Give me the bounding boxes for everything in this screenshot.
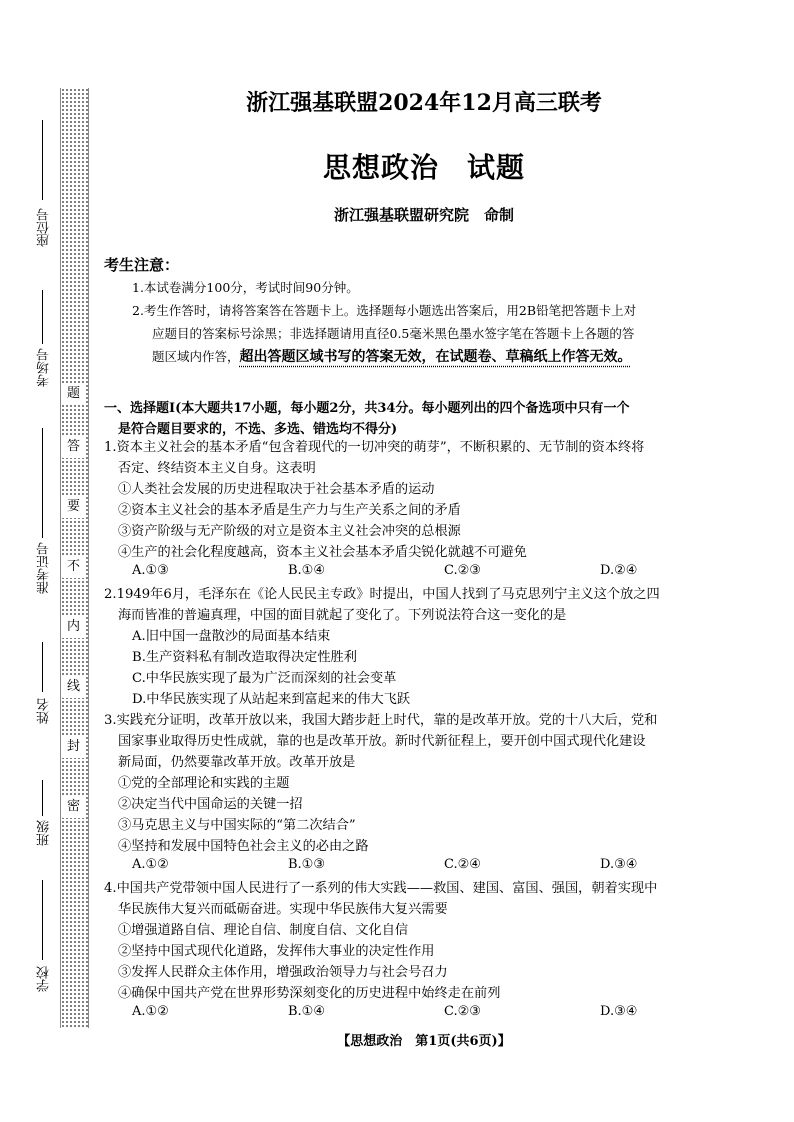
answer-options [132, 1004, 744, 1025]
option[interactable]: A.①③ [132, 563, 169, 578]
subject-title [104, 146, 744, 186]
exam-title: 浙江强基联盟2024年12月高三联考 [246, 90, 602, 116]
option[interactable]: C.②③ [444, 563, 481, 578]
seal-char: 要 [61, 496, 86, 518]
option[interactable]: C.中华民族实现了最为广泛而深刻的社会变革 [132, 671, 397, 686]
notice-item: 2.考生作答时，请将答案答在答题卡上。选择题每小题选出答案后，用2B铅笔把答题卡上对 [132, 303, 637, 318]
option[interactable]: B.生产资料私有制改造取得决定性胜利 [132, 650, 357, 665]
seal-char: 题 [61, 383, 86, 405]
seat-number-field[interactable] [14, 120, 54, 270]
notice-item: 1.本试卷满分100分，考试时间90分钟。 [132, 280, 359, 295]
option[interactable]: C.②③ [444, 1004, 481, 1019]
question-stem: 2.1949年6月，毛泽东在《论人民民主专政》时提出，中国人找到了马克思列宁主义这个放之四 [104, 587, 660, 602]
field-label: 座位号 [37, 208, 52, 247]
section-heading: 一、选择题Ⅰ(本大题共17小题，每小题2分，共34分。每小题列出的四个备选项中只有一个 [104, 401, 630, 416]
question-stem: 否定、终结资本主义自身。这表明 [118, 461, 316, 476]
seal-char: 答 [61, 436, 86, 458]
subject-suffix: 试题 [467, 151, 526, 184]
question-stem: 华民族伟大复兴而砥砺奋进。实现中华民族伟大复兴需要 [118, 902, 448, 917]
notice-heading: 考生注意： [104, 256, 180, 274]
question-item: ②坚持中国式现代化道路，发挥伟大事业的决定性作用 [118, 944, 435, 959]
question-stem: 海而皆准的普遍真理，中国的面目就起了变化了。下列说法符合这一变化的是 [118, 608, 567, 623]
seal-char: 不 [61, 556, 86, 578]
field-label: 考场号 [37, 348, 52, 387]
section-heading: 是符合题目要求的，不选、多选、错选均不得分) [118, 422, 398, 437]
exam-room-field[interactable] [14, 290, 54, 410]
admission-number-field[interactable] [14, 428, 54, 628]
seal-char: 线 [61, 676, 86, 698]
option[interactable]: B.①④ [288, 563, 325, 578]
seal-char: 密 [61, 796, 86, 818]
subject-name: 思想政治 [322, 151, 439, 184]
question-item: ②决定当代中国命运的关键一招 [118, 797, 303, 812]
question-stem: 新局面，仍然要靠改革开放。改革开放是 [118, 755, 356, 770]
question-stem: 3.实践充分证明，改革开放以来，我国大踏步赶上时代，靠的是改革开放。党的十八大后，党和 [104, 713, 658, 728]
binding-margin [0, 0, 92, 1122]
option[interactable]: B.①③ [288, 857, 325, 872]
question-item: ②资本主义社会的基本矛盾是生产力与生产关系之间的矛盾 [118, 503, 461, 518]
field-label: 姓名 [37, 698, 52, 724]
question-stem: 1.资本主义社会的基本矛盾“包含着现代的一切冲突的萌芽”，不断积累的、无节制的资本终将 [104, 440, 645, 455]
option[interactable]: A.旧中国一盘散沙的局面基本结束 [132, 629, 331, 644]
field-label: 准考证号 [37, 542, 52, 594]
question-item: ④确保中国共产党在世界形势深刻变化的历史进程中始终走在前列 [118, 986, 501, 1001]
question-item: ③发挥人民群众主体作用，增强政治领导力与社会号召力 [118, 965, 448, 980]
question-item: ④生产的社会化程度越高，资本主义社会基本矛盾尖锐化就越不可避免 [118, 545, 527, 560]
question-item: ①党的全部理论和实践的主题 [118, 776, 290, 791]
notice-emphasis: 超出答题区域书写的答案无效，在试题卷、草稿纸上作答无效。 [239, 349, 632, 365]
option[interactable]: A.①② [132, 857, 169, 872]
issuer: 浙江强基联盟研究院 命制 [333, 206, 514, 224]
question-stem: 国家事业取得历史性成就，靠的也是改革开放。新时代新征程上，要开创中国式现代化建设 [118, 734, 646, 749]
option[interactable]: D.②④ [600, 563, 638, 578]
question-item: ③资产阶级与无产阶级的对立是资本主义社会冲突的总根源 [118, 524, 461, 539]
seal-char: 封 [61, 736, 86, 758]
school-field[interactable] [14, 880, 54, 1010]
field-label: 学校 [37, 966, 52, 992]
notice-item: 题区域内作答，超出答题区域书写的答案无效，在试题卷、草稿纸上作答无效。 [152, 349, 632, 365]
answer-options [132, 563, 744, 584]
seal-char: 内 [61, 616, 86, 638]
option[interactable]: D.③④ [600, 1004, 638, 1019]
question-item: ③马克思主义与中国实际的“第二次结合” [118, 818, 356, 833]
option[interactable]: D.③④ [600, 857, 638, 872]
option[interactable]: C.②④ [444, 857, 481, 872]
option[interactable]: A.①② [132, 1004, 169, 1019]
class-field[interactable] [14, 780, 54, 880]
question-item: ④坚持和发展中国特色社会主义的必由之路 [118, 839, 369, 854]
name-field[interactable] [14, 642, 54, 762]
answer-options [132, 857, 744, 878]
option[interactable]: D.中华民族实现了从站起来到富起来的伟大飞跃 [132, 692, 411, 707]
option[interactable]: B.①④ [288, 1004, 325, 1019]
question-item: ①人类社会发展的历史进程取决于社会基本矛盾的运动 [118, 482, 435, 497]
question-stem: 4.中国共产党带领中国人民进行了一系列的伟大实践——救国、建国、富国、强国，朝着实现中 [104, 881, 658, 896]
page-footer: 【思想政治 第1页(共6页)】 [337, 1034, 511, 1049]
notice-item: 应题目的答案标号涂黑；非选择题请用直径0.5毫米黑色墨水签字笔在答题卡上各题的答 [152, 326, 635, 341]
field-label: 班级 [37, 820, 52, 846]
question-item: ①增强道路自信、理论自信、制度自信、文化自信 [118, 923, 409, 938]
